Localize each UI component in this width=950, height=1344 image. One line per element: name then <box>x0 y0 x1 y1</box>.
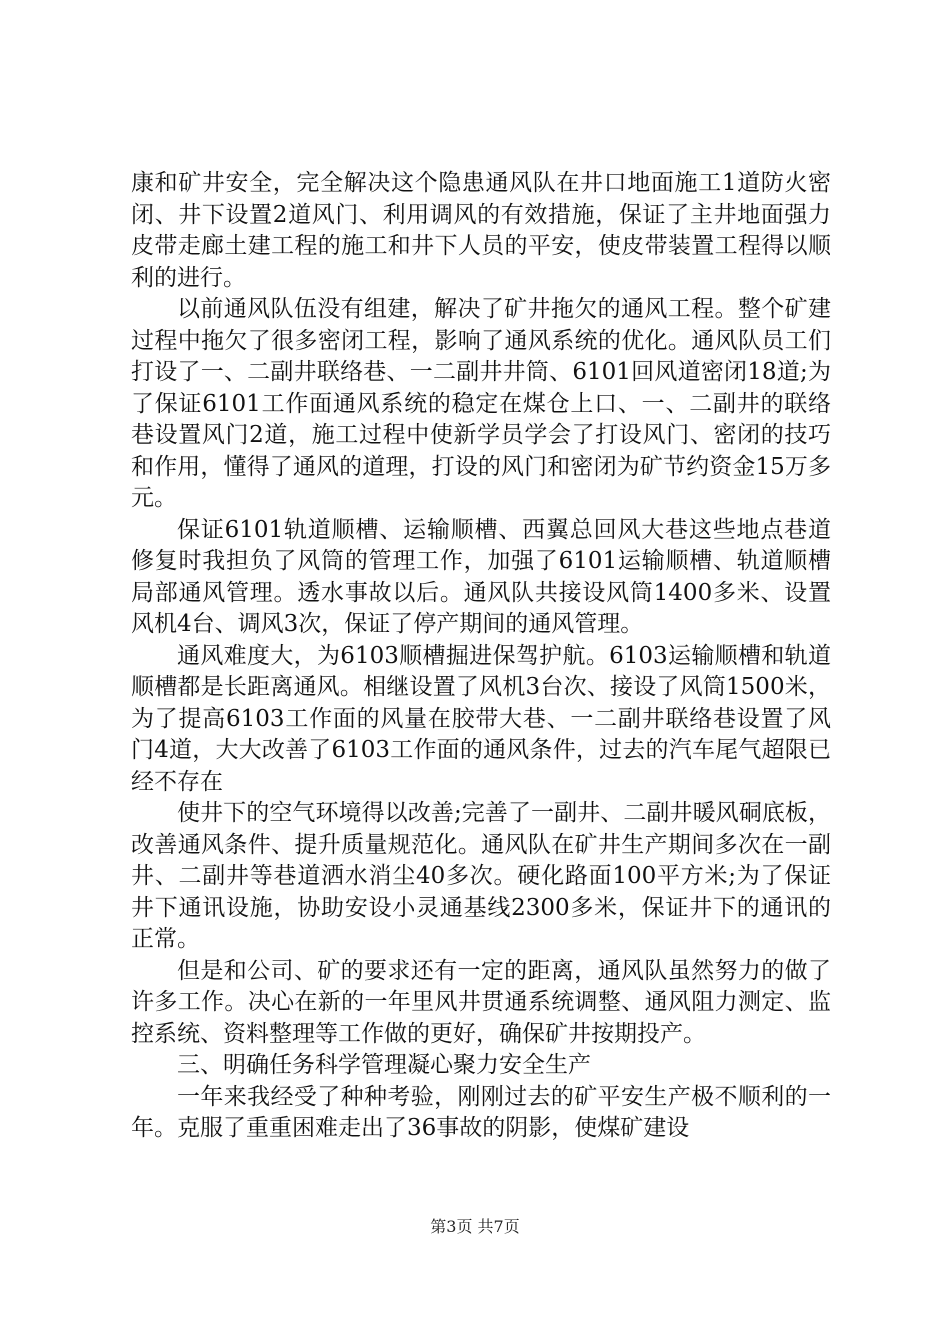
paragraph-ventilation-team: 以前通风队伍没有组建，解决了矿井拖欠的通风工程。整个矿建过程中拖欠了很多密闭工程，影响了通风系统的优化。通风队员工们打设了一、二副井联络巷、一二副井井筒、6101回风道密闭18道;为了保证6101工作面通风系统的稳定在煤仓上口、一、二副井的联络巷设置风门2道，施工过程中使新学员学会了打设风门、密闭的技巧和作用，懂得了通风的道理，打设的风门和密闭为矿节约资金15万多元。 <box>131 296 831 511</box>
paragraph-year-review: 一年来我经受了种种考验，刚刚过去的矿平安生产极不顺利的一年。克服了重重困难走出了36事故的阴影，使煤矿建设 <box>131 1083 831 1141</box>
paragraph-6101-repair: 保证6101轨道顺槽、运输顺槽、西翼总回风大巷这些地点巷道修复时我担负了风筒的管理工作，加强了6101运输顺槽、轨道顺槽局部通风管理。透水事故以后。通风队共接设风筒1400多米、设置风机4台、调风3次，保证了停产期间的通风管理。 <box>131 516 831 637</box>
paragraph-environment-improvement: 使井下的空气环境得以改善;完善了一副井、二副井暖风硐底板，改善通风条件、提升质量规范化。通风队在矿井生产期间多次在一副井、二副井等巷道洒水消尘40多次。硬化路面100平方米;为了保证井下通讯设施，协助安设小灵通基线2300多米，保证井下的通讯的正常。 <box>131 800 831 952</box>
paragraph-future-goals: 但是和公司、矿的要求还有一定的距离，通风队虽然努力的做了许多工作。决心在新的一年里风井贯通系统调整、通风阻力测定、监控系统、资料整理等工作做的更好，确保矿井按期投产。 <box>131 957 831 1047</box>
paragraph-continuation: 康和矿井安全，完全解决这个隐患通风队在井口地面施工1道防火密闭、井下设置2道风门、利用调风的有效措施，保证了主井地面强力皮带走廊土建工程的施工和井下人员的平安，使皮带装置工程得以顺利的进行。 <box>131 170 831 291</box>
page-footer: 第3页 共7页 <box>430 1217 520 1236</box>
section-heading-3: 三、明确任务科学管理凝心聚力安全生产 <box>177 1052 591 1078</box>
paragraph-6103-ventilation: 通风难度大，为6103顺槽掘进保驾护航。6103运输顺槽和轨道顺槽都是长距离通风。相继设置了风机3台次、接设了风筒1500米，为了提高6103工作面的风量在胶带大巷、一二副井联络巷设置了风门4道，大大改善了6103工作面的通风条件，过去的汽车尾气超限已经不存在 <box>131 642 831 795</box>
document-body <box>131 168 831 1145</box>
